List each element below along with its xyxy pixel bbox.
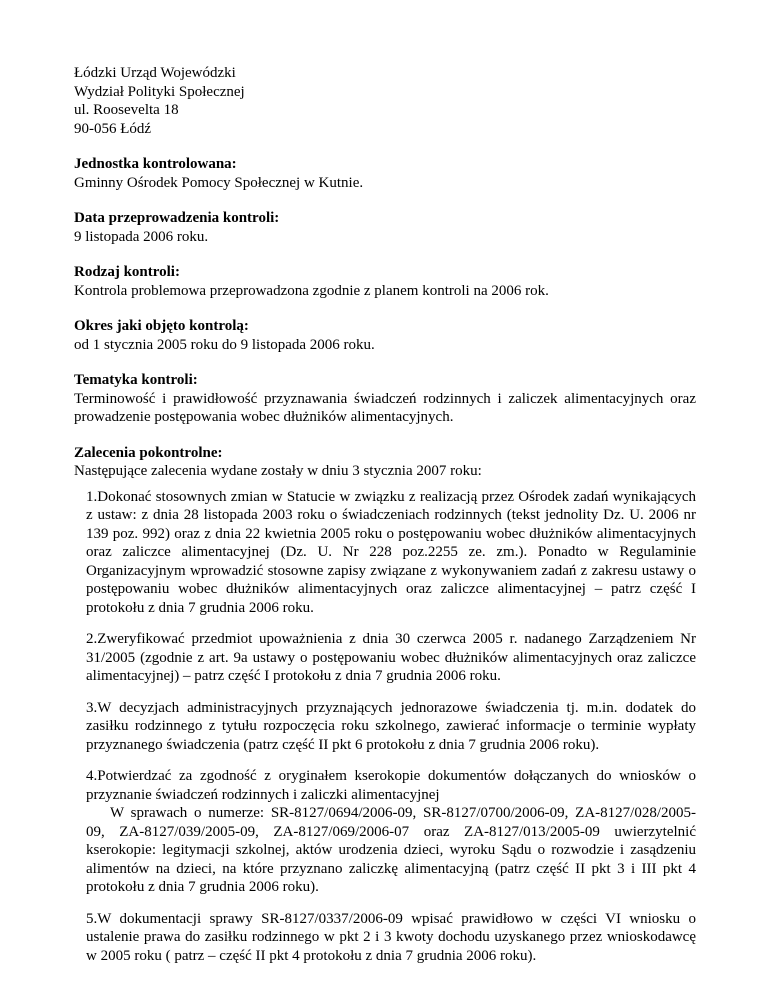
section-type xyxy=(74,263,696,300)
section-text: Następujące zalecenia wydane zostały w dniu 3 stycznia 2007 roku: xyxy=(74,463,482,479)
section-text: Terminowość i prawidłowość przyznawania świadczeń rodzinnych i zaliczek alimentacyjnych oraz prowadzenie postępowania wobec dłużników alimentacyjnych. xyxy=(74,390,696,425)
recommendation-text: 4.Potwierdzać za zgodność z oryginałem kserokopie dokumentów dołączanych do wniosków o przyznanie świadczeń rodzinnych i zaliczki alimentacyjnej xyxy=(86,768,696,803)
section-heading: Okres jaki objęto kontrolą: xyxy=(74,318,249,334)
section-heading: Jednostka kontrolowana: xyxy=(74,156,237,172)
recommendation-text: 3.W decyzjach administracyjnych przyznających jednorazowe świadczenia tj. m.in. dodatek do zasiłku rodzinnego z tytułu rozpoczęcia roku szkolnego, zawierać informacje o terminie wypłaty przyznanego świadczenia (patrz część II pkt 6 protokołu z dnia 7 grudnia 2006 roku). xyxy=(86,699,696,753)
recommendation-item xyxy=(86,910,696,966)
section-heading: Data przeprowadzenia kontroli: xyxy=(74,210,280,226)
section-date xyxy=(74,209,696,246)
recommendation-text: 5.W dokumentacji sprawy SR-8127/0337/2006-09 wpisać prawidłowo w części VI wniosku o ustalenie prawa do zasiłku rodzinnego w pkt 2 i 3 kwoty dochodu uzyskanego przez wnioskodawcę w 2005 roku ( patrz – część II pkt 4 protokołu z dnia 7 grudnia 2006 roku). xyxy=(86,910,696,964)
section-topic xyxy=(74,371,696,427)
section-recommendations xyxy=(74,444,696,481)
section-text: od 1 stycznia 2005 roku do 9 listopada 2006 roku. xyxy=(74,336,375,353)
section-text: Gminny Ośrodek Pomocy Społecznej w Kutnie. xyxy=(74,174,364,191)
recommendation-item xyxy=(86,699,696,755)
address-line: Wydział Polityki Społecznej xyxy=(74,83,245,100)
recommendation-text: 1.Dokonać stosownych zmian w Statucie w związku z realizacją przez Ośrodek zadań wynikających z ustaw: z dnia 28 listopada 2003 roku o świadczeniach rodzinnych (tekst jednolity Dz. U. 2006 nr 139 poz. 992) oraz z dnia 22 kwietnia 2005 roku o postępowaniu wobec dłużników alimentacyjnych oraz zaliczce alimentacyjnej (Dz. U. Nr 228 poz.2255 ze. zm.). Ponadto w Regulaminie Organizacyjnym wprowadzić stosowne zapisy związane z wykonywaniem zadań z zakresu ustawy o postępowaniu wobec dłużników alimentacyjnych oraz zaliczce alimentacyjnej – patrz część I protokołu z dnia 7 grudnia 2006 roku. xyxy=(86,488,696,616)
recommendation-item xyxy=(86,488,696,618)
recommendation-text: 2.Zweryfikować przedmiot upoważnienia z dnia 30 czerwca 2005 r. nadanego Zarządzeniem Nr 31/2005 (zgodnie z art. 9a ustawy o postępowaniu wobec dłużników alimentacyjnych oraz zaliczce alimentacyjnej) – patrz część I protokołu z dnia 7 grudnia 2006 roku. xyxy=(86,631,696,684)
recommendation-text: W sprawach o numerze: SR-8127/0694/2006-09, SR-8127/0700/2006-09, ZA-8127/028/2005-09, ZA-8127/039/2005-09, ZA-8127/069/2006-07 oraz ZA-8127/013/2005-09 uwierzytelnić kserokopie: legitymacji szkolnej, aktów urodzenia dzieci, wyroku Sądu o rozwodzie i zasądzeniu alimentów na dzieci, na które przyznano zaliczkę alimentacyjną (patrz część II pkt 3 i III pkt 4 protokołu z dnia 7 grudnia 2006 roku). xyxy=(86,805,696,895)
address-block xyxy=(74,64,696,138)
section-text: 9 listopada 2006 roku. xyxy=(74,228,209,245)
section-text: Kontrola problemowa przeprowadzona zgodnie z planem kontroli na 2006 rok. xyxy=(74,282,549,299)
section-heading: Zalecenia pokontrolne: xyxy=(74,444,223,461)
section-heading: Tematyka kontroli: xyxy=(74,372,198,388)
section-heading: Rodzaj kontroli: xyxy=(74,264,180,280)
section-unit xyxy=(74,155,696,192)
address-line: ul. Roosevelta 18 xyxy=(74,102,179,118)
recommendation-item xyxy=(86,630,696,686)
recommendation-item xyxy=(86,767,696,897)
document-page xyxy=(74,64,696,978)
address-line: 90-056 Łódź xyxy=(74,120,152,137)
address-line: Łódzki Urząd Wojewódzki xyxy=(74,65,236,81)
section-period xyxy=(74,317,696,354)
recommendations-list xyxy=(74,488,696,966)
